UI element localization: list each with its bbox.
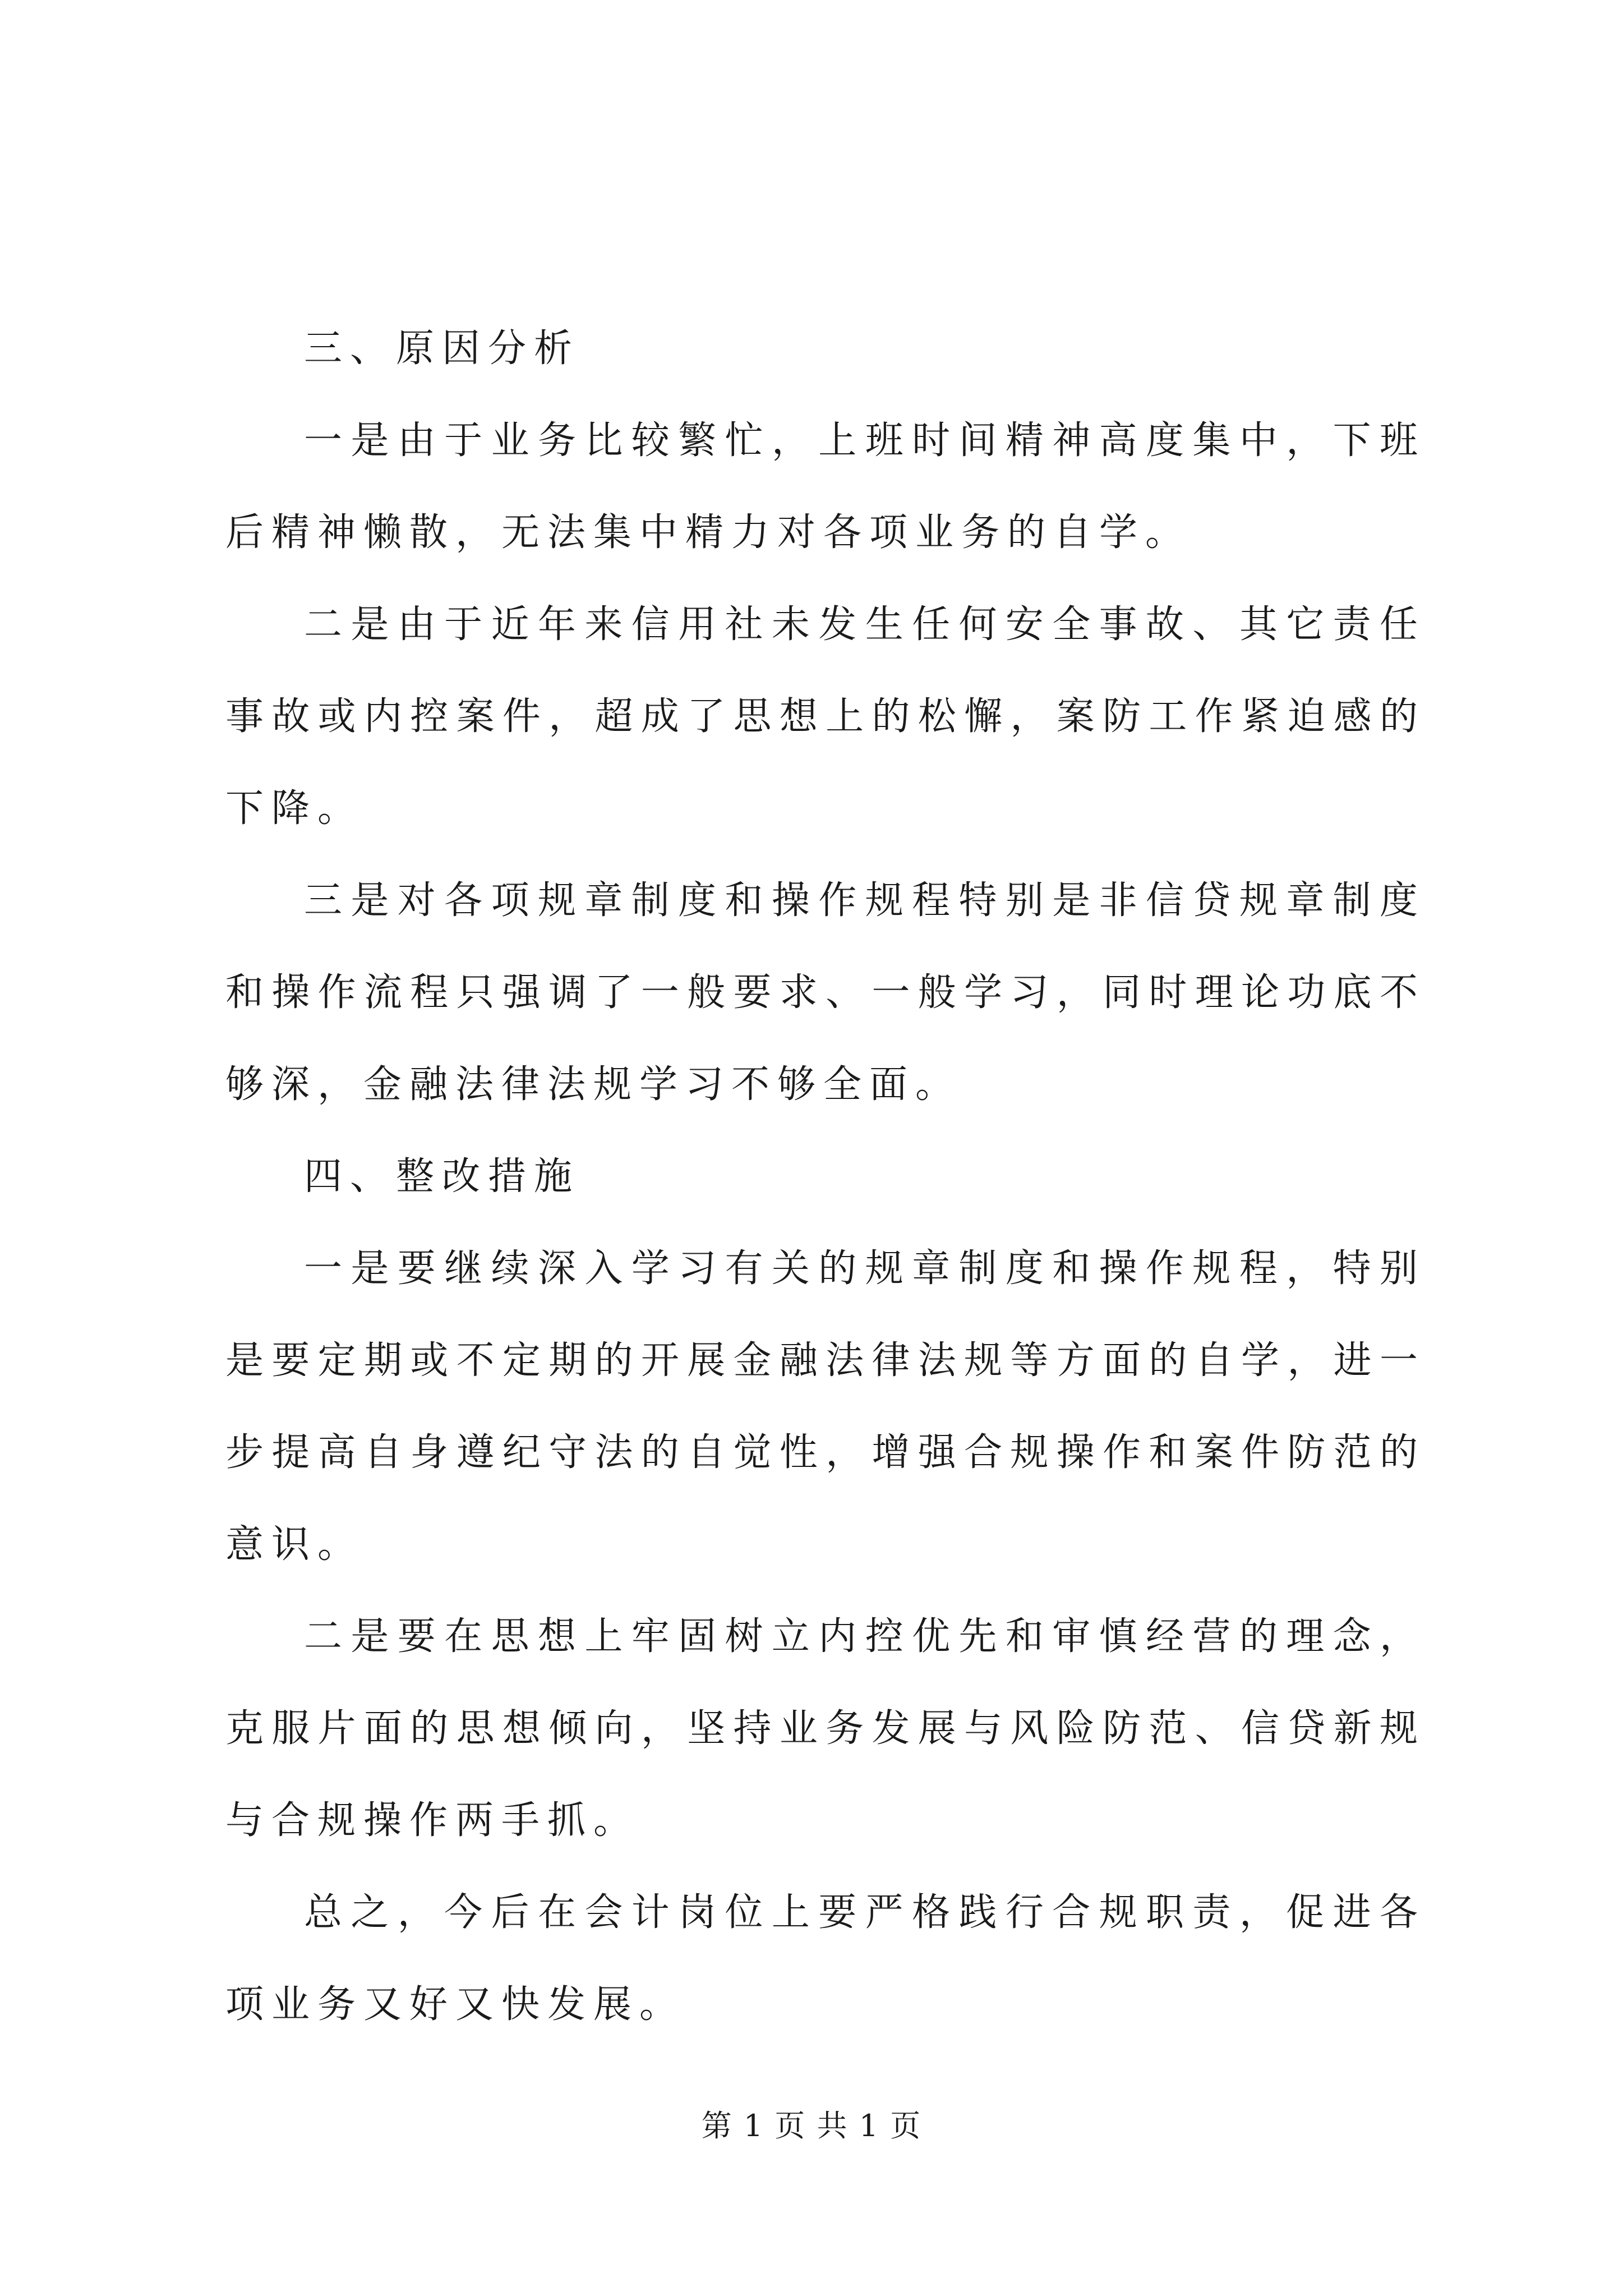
section-heading-reasons: 三、原因分析 (304, 326, 580, 371)
paragraph-reason-3: 三是对各项规章制度和操作规程特别是非信贷规章制度和操作流程只强调了一般要求、一般学习，同时理论功底不够深，金融法律法规学习不够全面。 (225, 878, 1426, 1107)
paragraph-measure-1: 一是要继续深入学习有关的规章制度和操作规程，特别是要定期或不定期的开展金融法律法规等方面的自学，进一步提高自身遵纪守法的自觉性，增强合规操作和案件防范的意识。 (225, 1246, 1426, 1567)
page-number-footer: 第 1 页 共 1 页 (701, 2108, 922, 2143)
section-heading-measures: 四、整改措施 (304, 1154, 580, 1199)
paragraph-measure-2: 二是要在思想上牢固树立内控优先和审慎经营的理念，克服片面的思想倾向，坚持业务发展与风险防范、信贷新规与合规操作两手抓。 (225, 1614, 1426, 1843)
paragraph-conclusion: 总之，今后在会计岗位上要严格践行合规职责，促进各项业务又好又快发展。 (225, 1890, 1426, 2027)
paragraph-reason-2: 二是由于近年来信用社未发生任何安全事故、其它责任事故或内控案件，超成了思想上的松懈，案防工作紧迫感的下降。 (225, 602, 1426, 831)
document-body (225, 303, 1426, 2051)
paragraph-reason-1: 一是由于业务比较繁忙，上班时间精神高度集中，下班后精神懒散，无法集中精力对各项业务的自学。 (225, 418, 1426, 555)
